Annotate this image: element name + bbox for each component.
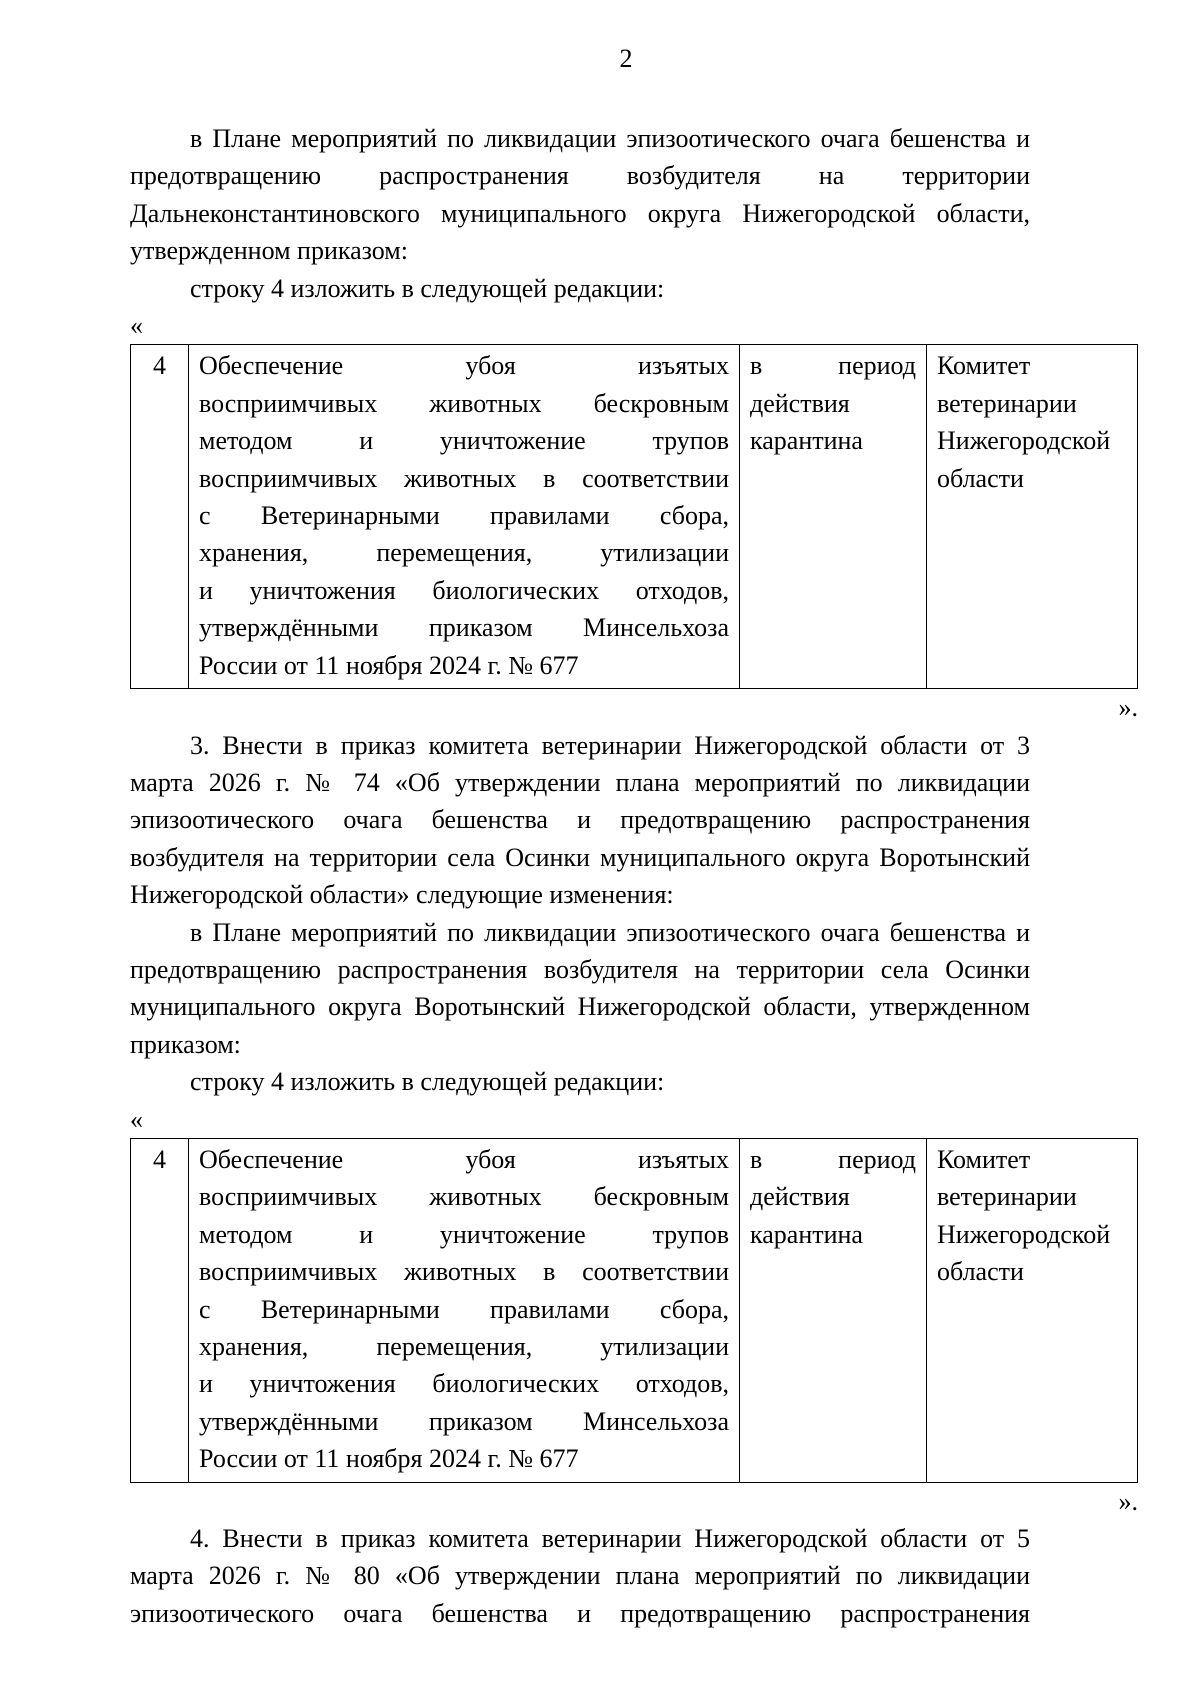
intro-instruction: строку 4 изложить в следующей редакции: [190,273,665,303]
desc-line: хранения, перемещения, утилизации [199,1332,729,1361]
row-description [189,345,740,689]
desc-line: России от 11 ноября 2024 г. № 677 [199,1444,579,1474]
section3-plan-paragraph: в Плане мероприятий по ликвидации эпизоотического очага бешенства и предотвращению распространения возбудителя на территории села Осинки муниципального округа Воротынский Нижегородской области, утвержденном приказом: [130,917,1030,1059]
amendment-table-1 [130,344,1138,689]
desc-line: восприимчивых животных в соответствии [199,463,729,493]
desc-line: хранения, перемещения, утилизации [199,538,729,568]
row-number: 4 [131,345,189,689]
section4-paragraph: 4. Внести в приказ комитета ветеринарии Нижегородской области от 5 марта 2026 г. № 80 «Об утверждении плана мероприятий по ликвидации эпизоотического очага бешенства и предотвращению распространения [130,1524,1030,1628]
row-responsible: Комитет ветеринарии Нижегородской области [927,345,1138,689]
row-number: 4 [131,1138,189,1482]
quote-close-1: ». [1118,693,1138,723]
quote-open-2: « [130,1104,143,1134]
desc-line: восприимчивых животных бескровным [199,388,729,418]
desc-line: утверждёнными приказом Минсельхоза [199,1406,729,1436]
desc-line: с Ветеринарными правилами сбора, [199,501,729,531]
row-responsible: Комитет ветеринарии Нижегородской области [927,1138,1138,1482]
row-period: в период действия карантина [740,345,927,689]
desc-line: восприимчивых животных бескровным [199,1182,729,1212]
table-row [131,345,1138,689]
page-number: 2 [619,44,633,73]
desc-line: методом и уничтожение трупов [199,426,729,456]
amendment-table-2 [130,1138,1138,1483]
table-row [131,1138,1138,1482]
desc-line: с Ветеринарными правилами сбора, [199,1294,729,1324]
desc-line: и уничтожения биологических отходов, [199,1369,729,1399]
desc-line: и уничтожения биологических отходов, [199,575,729,605]
row-period: в период действия карантина [740,1138,927,1482]
quote-open-1: « [130,311,143,341]
desc-line: России от 11 ноября 2024 г. № 677 [199,650,579,680]
desc-line: методом и уничтожение трупов [199,1219,729,1249]
desc-line: Обеспечение убоя изъятых [199,351,729,381]
desc-line: Обеспечение убоя изъятых [199,1144,729,1174]
document-body [130,120,1138,1632]
section3-instruction: строку 4 изложить в следующей редакции: [190,1067,665,1097]
quote-close-2: ». [1118,1486,1138,1516]
desc-line: восприимчивых животных в соответствии [199,1257,729,1287]
section3-paragraph: 3. Внести в приказ комитета ветеринарии Нижегородской области от 3 марта 2026 г. № 74 «Об утверждении плана мероприятий по ликвидации эпизоотического очага бешенства и предотвращению распространения возбудителя на территории села Осинки муниципального округа Воротынский Нижегородской области» следующие изменения: [130,730,1030,910]
intro-paragraph: в Плане мероприятий по ликвидации эпизоотического очага бешенства и предотвращению распространения возбудителя на территории Дальнеконстантиновского муниципального округа Нижегородской области, утвержденном приказом: [130,124,1030,266]
row-description [189,1138,740,1482]
desc-line: утверждёнными приказом Минсельхоза [199,613,729,643]
